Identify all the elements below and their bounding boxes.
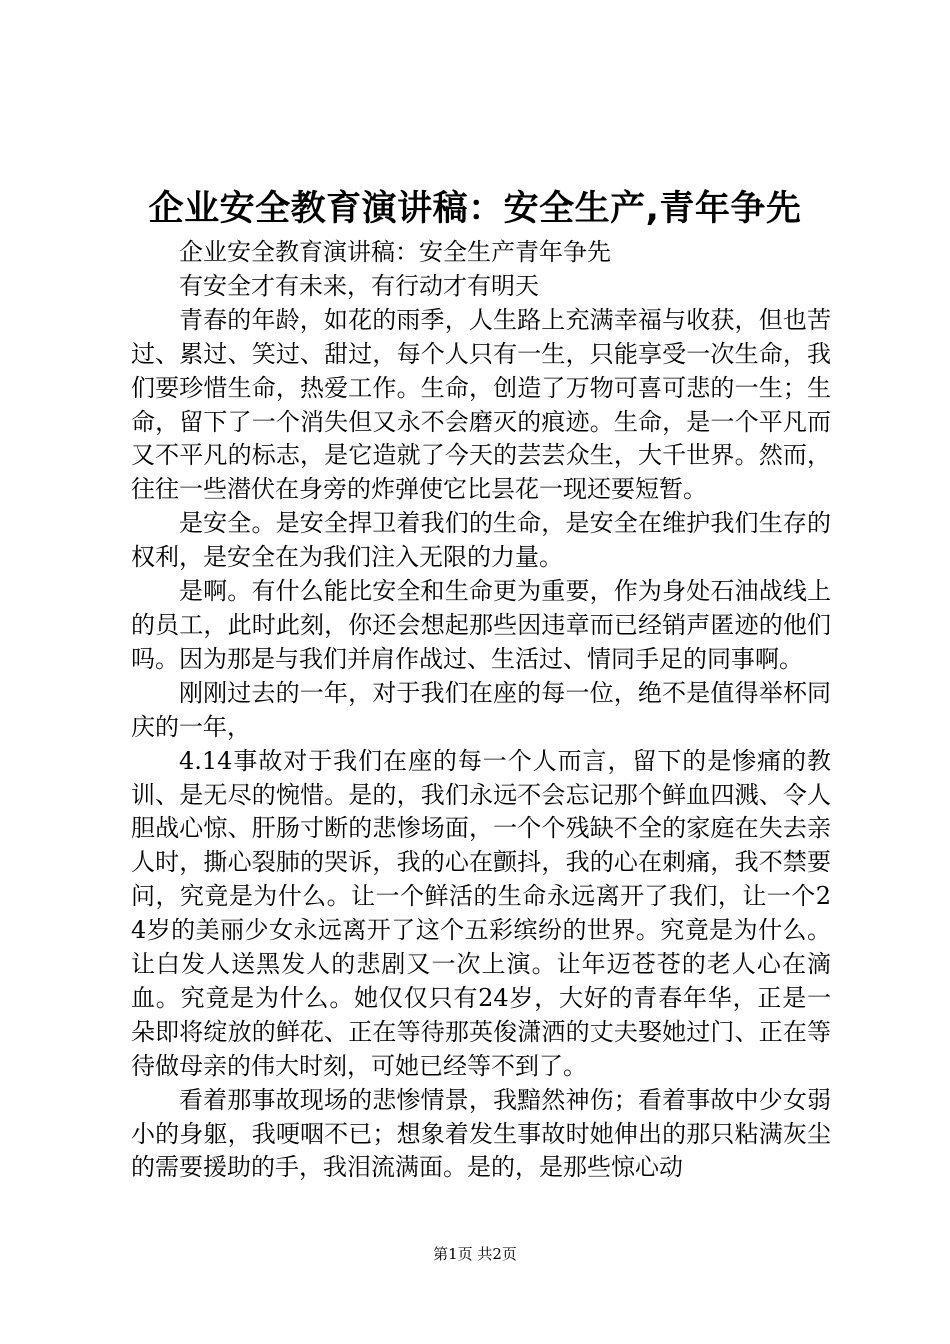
paragraph: 是啊。有什么能比安全和生命更为重要，作为身处石油战线上的员工，此时此刻，你还会想起那些因违章而已经销声匿迹的他们吗。因为那是与我们并肩作战过、生活过、情同手足的同事啊。 bbox=[131, 577, 831, 673]
paragraph: 4.14事故对于我们在座的每一个人而言，留下的是惨痛的教训、是无尽的惋惜。是的，我们永远不会忘记那个鲜血四溅、令人胆战心惊、肝肠寸断的悲惨场面，一个个残缺不全的家庭在失去亲人时，撕心裂肺的哭诉，我的心在颤抖，我的心在刺痛，我不禁要问，究竟是为什么。让一个鲜活的生命永远离开了我们，让一个24岁的美丽少女永远离开了这个五彩缤纷的世界。究竟是为什么。让白发人送黑发人的悲剧又一次上演。让年迈苍苍的老人心在滴血。究竟是为什么。她仅仅只有24岁，大好的青春年华，正是一朵即将绽放的鲜花、正在等待那英俊潇洒的丈夫娶她过门、正在等待做母亲的伟大时刻，可她已经等不到了。 bbox=[131, 746, 831, 1080]
paragraph: 看着那事故现场的悲惨情景，我黯然神伤；看着事故中少女弱小的身躯，我哽咽不已；想象着发生事故时她伸出的那只粘满灰尘的需要援助的手，我泪流满面。是的，是那些惊心动 bbox=[131, 1085, 831, 1182]
paragraph: 刚刚过去的一年，对于我们在座的每一位，绝不是值得举杯同庆的一年， bbox=[131, 678, 831, 741]
page-number-footer: 第1页 共2页 bbox=[433, 1245, 517, 1263]
paragraph-subtitle: 企业安全教育演讲稿：安全生产青年争先 bbox=[179, 238, 611, 266]
document-body bbox=[131, 236, 831, 1185]
paragraph-slogan: 有安全才有未来，有行动才有明天 bbox=[179, 271, 539, 300]
paragraph: 是安全。是安全捍卫着我们的生命，是安全在维护我们生存的权利，是安全在为我们注入无限的力量。 bbox=[131, 509, 831, 572]
paragraph: 青春的年龄，如花的雨季，人生路上充满幸福与收获，但也苦过、累过、笑过、甜过，每个人只有一生，只能享受一次生命，我们要珍惜生命，热爱工作。生命，创造了万物可喜可悲的一生；生命，留下了一个消失但又永不会磨灭的痕迹。生命，是一个平凡而又不平凡的标志，是它造就了今天的芸芸众生，大千世界。然而，往往一些潜伏在身旁的炸弹使它比昙花一现还要短暂。 bbox=[131, 305, 831, 504]
document-title: 企业安全教育演讲稿：安全生产,青年争先 bbox=[148, 189, 802, 229]
